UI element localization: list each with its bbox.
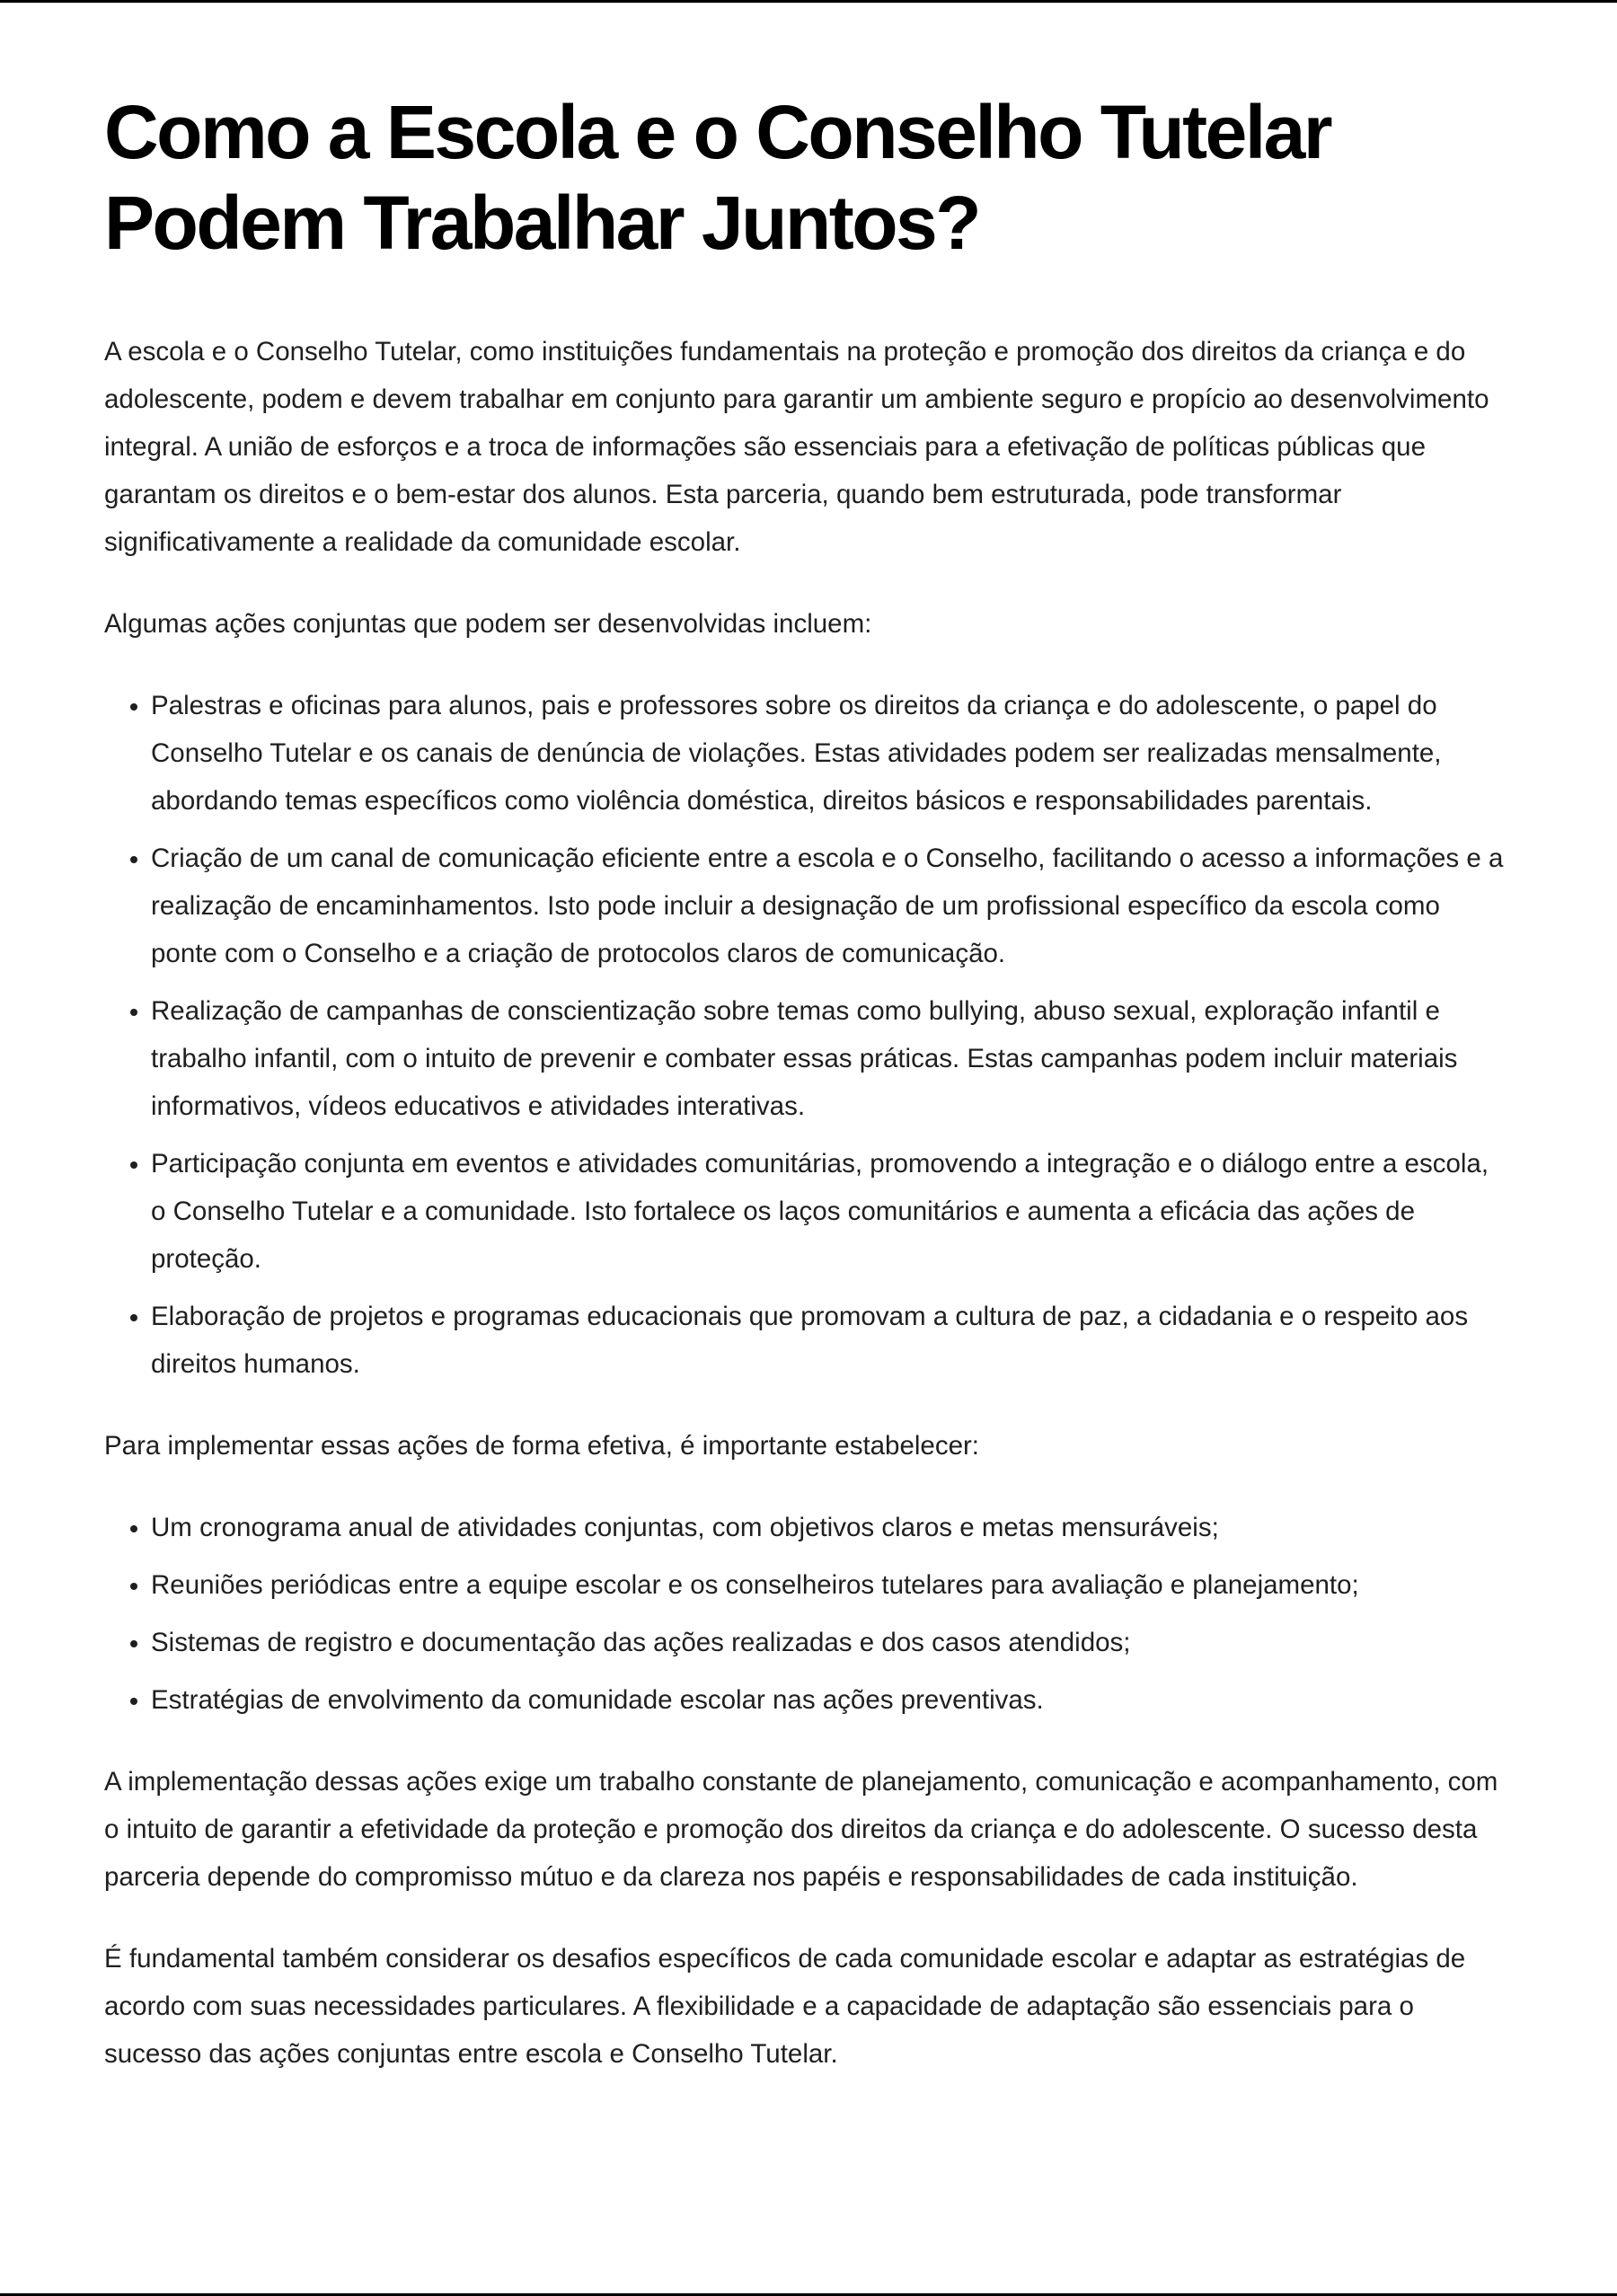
list-item: • Estratégias de envolvimento da comunidade escolar nas ações preventivas. bbox=[151, 1676, 1510, 1724]
intro-paragraph: A escola e o Conselho Tutelar, como instituições fundamentais na proteção e promoção dos direitos da criança e do adolescente, podem e devem trabalhar em conjunto para garantir um ambiente seguro e propício ao desenvolvimento integral. A união de esforços e a troca de informações são essenciais para a efetivação de políticas públicas que garantam os direitos e o bem-estar dos alunos. Esta parceria, quando bem estruturada, pode transformar significativamente a realidade da comunidade escolar. bbox=[104, 337, 1489, 557]
list-item: • Criação de um canal de comunicação eficiente entre a escola e o Conselho, facilitando o acesso a informações e a realização de encaminhamentos. Isto pode incluir a designação de um profissional específico da escola como ponte com o Conselho e a criação de protocolos claros de comunicação. bbox=[151, 835, 1510, 977]
list-item: • Participação conjunta em eventos e atividades comunitárias, promovendo a integração e o diálogo entre a escola, o Conselho Tutelar e a comunidade. Isto fortalece os laços comunitários e aumenta a eficácia das ações de proteção. bbox=[151, 1140, 1510, 1283]
implement-lead: Para implementar essas ações de forma efetiva, é importante estabelecer: bbox=[104, 1431, 979, 1461]
conclusion-paragraph: A implementação dessas ações exige um trabalho constante de planejamento, comunicação e acompanhamento, com o intuito de garantir a efetividade da proteção e promoção dos direitos da criança e do adolescente. O sucesso desta parceria depende do compromisso mútuo e da clareza nos papéis e responsabilidades de cada instituição. bbox=[104, 1767, 1498, 1892]
article bbox=[104, 87, 1510, 2112]
implement-list bbox=[104, 1504, 1510, 1724]
actions-lead: Algumas ações conjuntas que podem ser desenvolvidas incluem: bbox=[104, 609, 872, 639]
page-title: Como a Escola e o Conselho Tutelar Podem Trabalhar Juntos? bbox=[104, 90, 1331, 265]
list-item: • Realização de campanhas de conscientização sobre temas como bullying, abuso sexual, exploração infantil e trabalho infantil, com o intuito de prevenir e combater essas práticas. Estas campanhas podem incluir materiais informativos, vídeos educativos e atividades interativas. bbox=[151, 987, 1510, 1130]
list-item: • Sistemas de registro e documentação das ações realizadas e dos casos atendidos; bbox=[151, 1619, 1510, 1666]
actions-list bbox=[104, 682, 1510, 1388]
closing-paragraph: É fundamental também considerar os desafios específicos de cada comunidade escolar e adaptar as estratégias de acordo com suas necessidades particulares. A flexibilidade e a capacidade de adaptação são essenciais para o sucesso das ações conjuntas entre escola e Conselho Tutelar. bbox=[104, 1944, 1466, 2069]
list-item: • Elaboração de projetos e programas educacionais que promovam a cultura de paz, a cidadania e o respeito aos direitos humanos. bbox=[151, 1293, 1510, 1388]
list-item: • Reuniões periódicas entre a equipe escolar e os conselheiros tutelares para avaliação e planejamento; bbox=[151, 1561, 1510, 1609]
list-item: • Um cronograma anual de atividades conjuntas, com objetivos claros e metas mensuráveis; bbox=[151, 1504, 1510, 1551]
list-item: • Palestras e oficinas para alunos, pais e professores sobre os direitos da criança e do adolescente, o papel do Conselho Tutelar e os canais de denúncia de violações. Estas atividades podem ser realizadas mensalmente, abordando temas específicos como violência doméstica, direitos básicos e responsabilidades parentais. bbox=[151, 682, 1510, 825]
